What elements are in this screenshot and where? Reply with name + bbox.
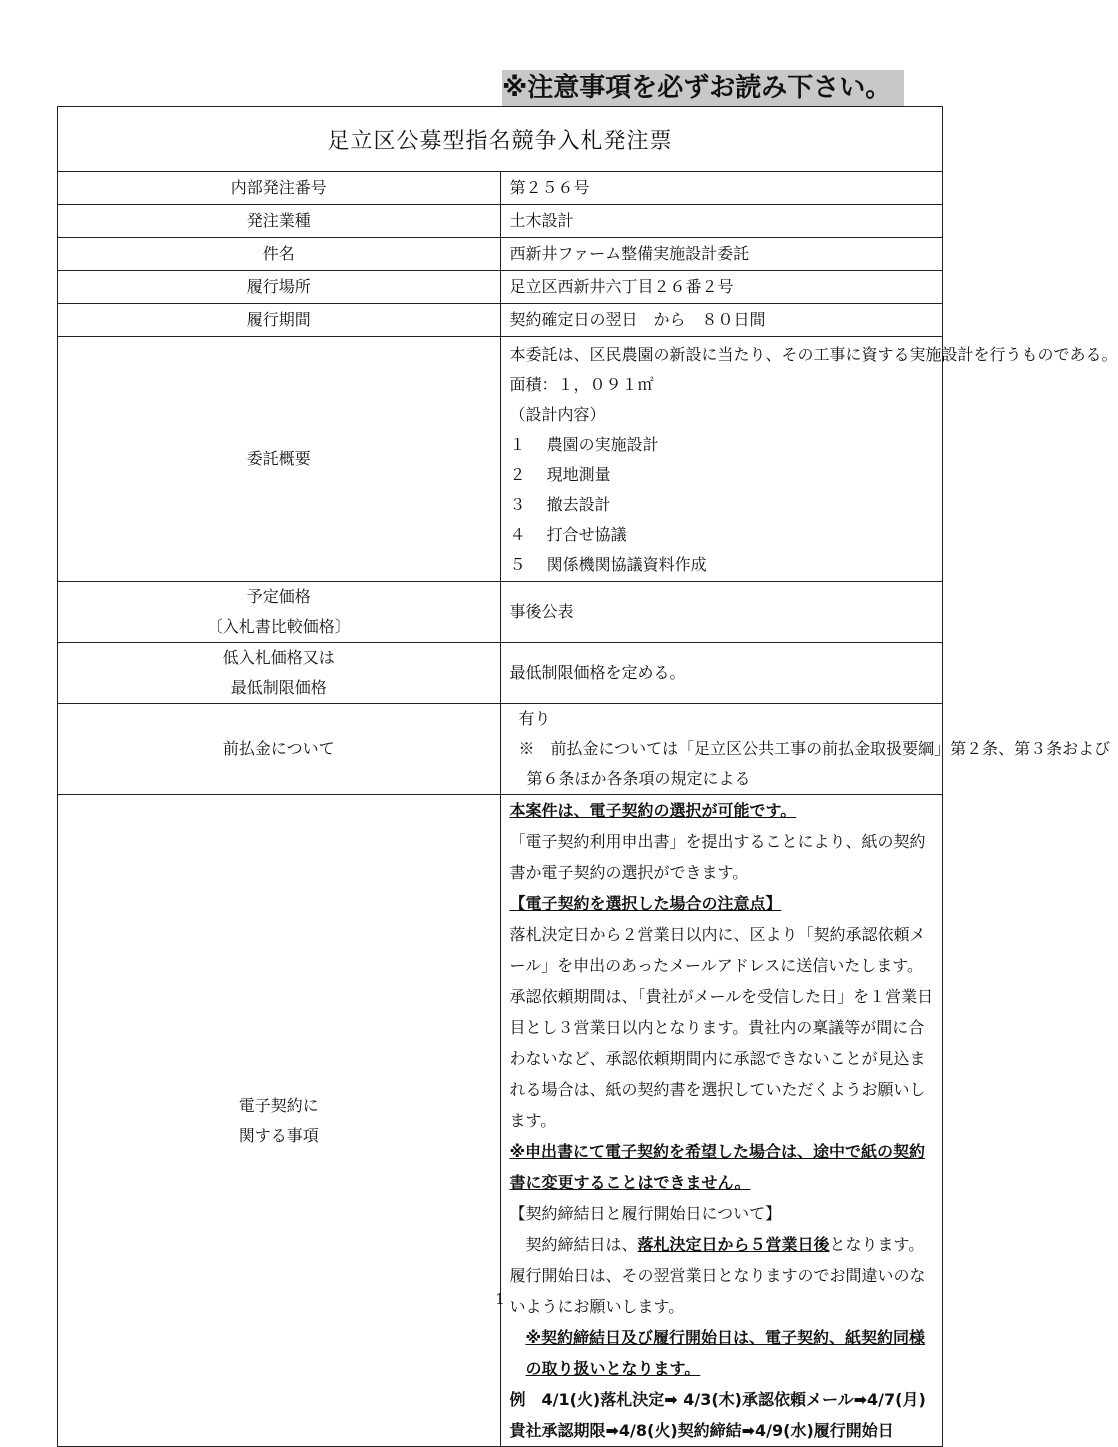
econtract-dates-text-c: となります。履行開始日は、その翌営業日となりますのでお間違いのないようにお願いします。 [509,1235,926,1316]
label-econtract-line: 電子契約に [238,1095,319,1115]
summary-line: ４ 打合せ協議 [509,525,627,544]
econtract-no-change-warning: ※申出書にて電子契約を希望した場合は、途中で紙の契約書に変更することはできません。 [509,1142,926,1192]
value-location: 足立区西新井六丁目２６番２号 [500,271,943,304]
econtract-dates-body [510,1229,937,1322]
econtract-dates-text-a: 契約締結日は、 [509,1235,638,1254]
label-econtract-line: 関する事項 [238,1125,319,1145]
summary-line: １ 農園の実施設計 [509,435,659,454]
value-subject: 西新井ファーム整備実施設計委託 [500,238,943,271]
form-title: 足立区公募型指名競争入札発注票 [58,107,943,172]
econtract-available: 本案件は、電子契約の選択が可能です。 [509,801,797,820]
summary-line: 面積：１，０９１㎡ [509,375,654,394]
value-summary [500,337,1118,582]
row-category [58,205,943,238]
row-min-price [58,643,943,704]
row-advance [58,704,943,795]
value-min-price: 最低制限価格を定める。 [500,643,943,704]
label-min-price-line: 最低制限価格 [230,678,327,697]
value-period: 契約確定日の翌日 から ８０日間 [500,304,943,337]
value-advance [500,704,1111,795]
summary-line: ５ 関係機関協議資料作成 [509,555,707,574]
econtract-application: 「電子契約利用申出書」を提出することにより、紙の契約書か電子契約の選択ができます。 [509,832,926,882]
label-subject: 件名 [58,238,501,271]
row-period [58,304,943,337]
advance-line-2: ※ 前払金については「足立区公共工事の前払金取扱要綱」第２条、第３条および [518,739,1111,758]
summary-line: ３ 撤去設計 [509,495,611,514]
summary-line: （設計内容） [509,405,606,424]
label-period: 履行期間 [58,304,501,337]
row-location [58,271,943,304]
row-price [58,582,943,643]
label-advance: 前払金について [58,704,501,795]
row-summary [58,337,943,582]
advance-line-3: 第６条ほか各条項の規定による [526,769,751,788]
econtract-dates-heading: 【契約締結日と履行開始日について】 [509,1204,782,1223]
econtract-cautions-heading: 【電子契約を選択した場合の注意点】 [509,894,782,913]
value-category: 土木設計 [500,205,943,238]
label-category: 発注業種 [58,205,501,238]
econtract-example: 例 4/1(火)落札決定➡ 4/3(木)承認依頼メール➡4/7(月)貴社承認期限➡4/8(火)契約締結➡4/9(水)履行開始日 [509,1390,926,1440]
summary-line: 本委託は、区民農園の新設に当たり、その工事に資する実施設計を行うものである。 [509,345,1118,364]
label-order-no: 内部発注番号 [58,172,501,205]
label-price [58,582,501,643]
notice-banner: ※注意事項を必ずお読み下さい。 [502,70,904,106]
label-price-line: 予定価格 [246,587,311,606]
row-order-no [58,172,943,205]
value-order-no: 第２５６号 [500,172,943,205]
label-econtract [58,795,501,1447]
order-form-table [57,106,1118,1447]
row-subject [58,238,943,271]
summary-line: ２ 現地測量 [509,465,611,484]
label-summary: 委託概要 [58,337,501,582]
page-number: 1 [495,1290,505,1308]
row-econtract [58,795,943,1447]
advance-line-1: 有り [518,709,551,728]
label-min-price-line: 低入札価格又は [222,648,335,667]
econtract-same-handling: ※契約締結日及び履行開始日は、電子契約、紙契約同様の取り扱いとなります。 [525,1328,926,1378]
value-econtract [500,795,943,1447]
label-price-line: 〔入札書比較価格〕 [206,617,351,636]
econtract-dates-emphasis: 落札決定日から５営業日後 [637,1235,830,1254]
value-price: 事後公表 [500,582,943,643]
label-location: 履行場所 [58,271,501,304]
label-min-price [58,643,501,704]
econtract-cautions-body: 落札決定日から２営業日以内に、区より「契約承認依頼メール」を申出のあったメールアドレスに送信いたします。承認依頼期間は、「貴社がメールを受信した日」を１営業日目とし３営業日以内となります。貴社内の稟議等が間に合わないなど、承認依頼期間内に承認できないことが見込まれる場合は、紙の契約書を選択していただくようお願いします。 [509,925,934,1130]
